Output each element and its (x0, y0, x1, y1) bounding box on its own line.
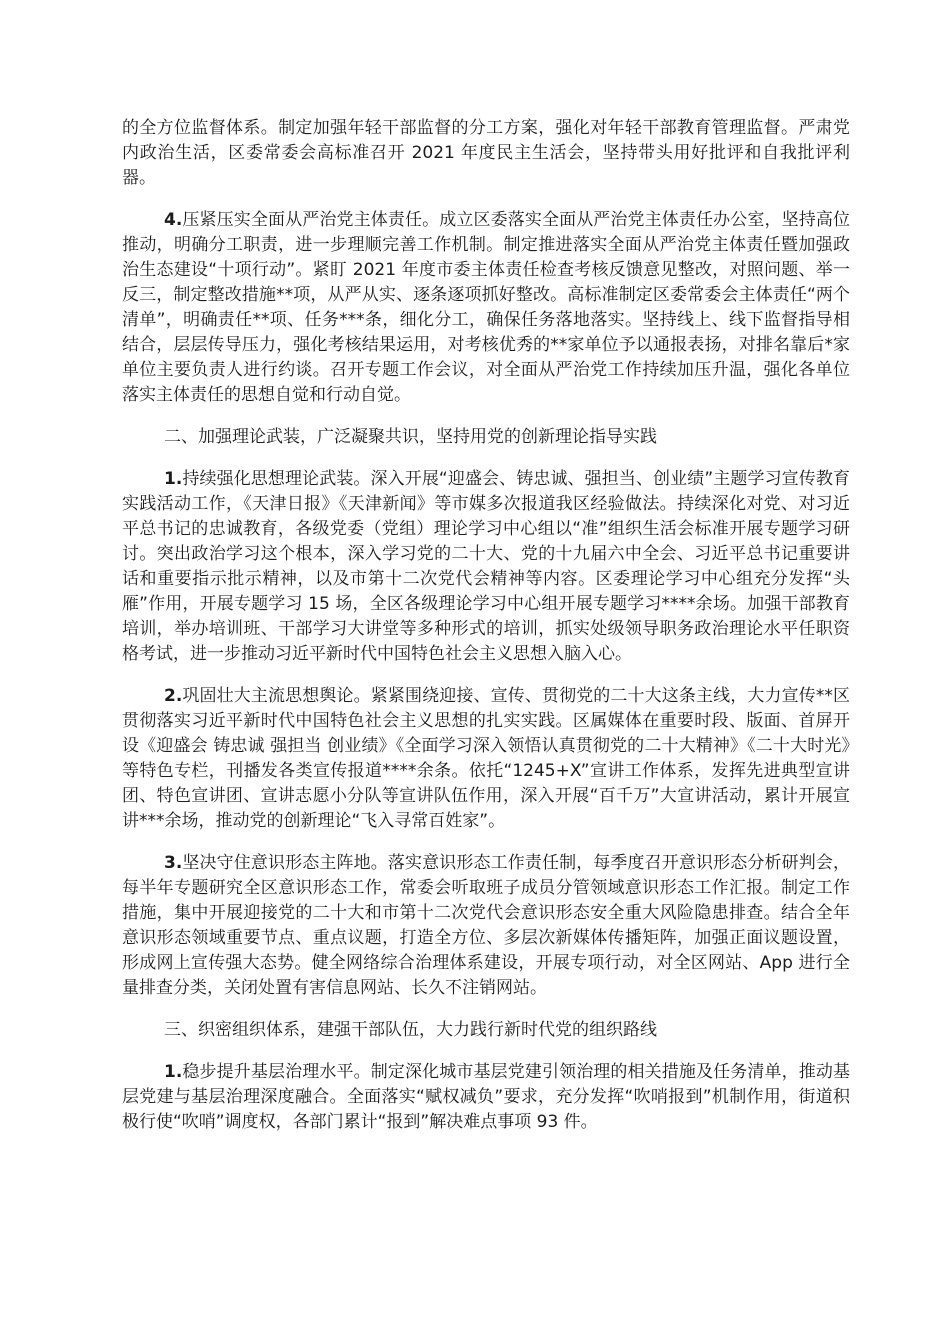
paragraph-text: 持续强化思想理论武装。深入开展“迎盛会、铸忠诚、强担当、创业绩”主题学习宣传教育实践活动工作，《天津日报》《天津新闻》等市媒多次报道我区经验做法。持续深化对党、对习近平总书记的忠诚教育，各级党委（党组）理论学习中心组以“准”组织生活会标准开展专题学习研讨。突出政治学习这个根本，深入学习党的二十大、党的十九届六中全会、习近平总书记重要讲话和重要指示批示精神，以及市第十二次党代会精神等内容。区委理论学习中心组充分发挥“头雁”作用，开展专题学习 15 场，全区各级理论学习中心组开展专题学习****余场。加强干部教育培训，举办培训班、干部学习大讲堂等多种形式的培训，抓实处级领导职务政治理论水平任职资格考试，进一步推动习近平新时代中国特色社会主义思想入脑入心。 (122, 469, 850, 664)
paragraph-text: 巩固壮大主流思想舆论。紧紧围绕迎接、宣传、贯彻党的二十大这条主线，大力宣传**区贯彻落实习近平新时代中国特色社会主义思想的扎实实践。区属媒体在重要时段、版面、首屏开设《迎盛会 铸忠诚 强担当 创业绩》《全面学习深入领悟认真贯彻党的二十大精神》《二十大时光》等特色专栏，刊播发各类宣传报道****余条。依托“1245+X”宣讲工作体系，发挥先进典型宣讲团、特色宣讲团、宣讲志愿小分队等宣讲队伍作用，深入开展“百千万”大宣讲活动，累计开展宣讲***余场，推动党的创新理论“飞入寻常百姓家”。 (122, 686, 850, 831)
item-number: 2. (164, 686, 183, 706)
item-number: 1. (164, 1062, 183, 1082)
paragraph-item-2-3 (122, 851, 850, 1001)
paragraph-text: 的全方位监督体系。制定加强年轻干部监督的分工方案，强化对年轻干部教育管理监督。严肃党内政治生活，区委常委会高标准召开 2021 年度民主生活会，坚持带头用好批评和自我批评利器。 (122, 118, 850, 188)
paragraph-item-4 (122, 208, 850, 408)
section-heading-2 (122, 425, 850, 450)
heading-text: 二、加强理论武装，广泛凝聚共识，坚持用党的创新理论指导实践 (164, 427, 657, 447)
paragraph-text: 压紧压实全面从严治党主体责任。成立区委落实全面从严治党主体责任办公室，坚持高位推动，明确分工职责，进一步理顺完善工作机制。制定推进落实全面从严治党主体责任暨加强政治生态建设“十项行动”。紧盯 2021 年度市委主体责任检查考核反馈意见整改，对照问题、举一反三，制定整改措施**项，从严从实、逐条逐项抓好整改。高标准制定区委常委会主体责任“两个清单”，明确责任**项、任务***条，细化分工，确保任务落地落实。坚持线上、线下监督指导相结合，层层传导压力，强化考核结果运用，对考核优秀的**家单位予以通报表扬，对排名靠后*家单位主要负责人进行约谈。召开专题工作会议，对全面从严治党工作持续加压升温，强化各单位落实主体责任的思想自觉和行动自觉。 (122, 210, 850, 405)
paragraph-item-2-1 (122, 467, 850, 667)
item-number: 4. (164, 210, 183, 230)
item-number: 3. (164, 853, 183, 873)
paragraph-continuation (122, 116, 850, 191)
paragraph-text: 坚决守住意识形态主阵地。落实意识形态工作责任制，每季度召开意识形态分析研判会，每半年专题研究全区意识形态工作，常委会听取班子成员分管领域意识形态工作汇报。制定工作措施，集中开展迎接党的二十大和市第十二次党代会意识形态安全重大风险隐患排查。结合全年意识形态领域重要节点、重点议题，打造全方位、多层次新媒体传播矩阵，加强正面议题设置，形成网上宣传强大态势。健全网络综合治理体系建设，开展专项行动，对全区网站、App 进行全量排查分类，关闭处置有害信息网站、长久不注销网站。 (122, 853, 850, 998)
section-heading-3 (122, 1018, 850, 1043)
document-page (122, 116, 850, 1152)
item-number: 1. (164, 469, 183, 489)
heading-text: 三、织密组织体系，建强干部队伍，大力践行新时代党的组织路线 (164, 1020, 657, 1040)
paragraph-item-2-2 (122, 684, 850, 834)
paragraph-text: 稳步提升基层治理水平。制定深化城市基层党建引领治理的相关措施及任务清单，推动基层党建与基层治理深度融合。全面落实“赋权减负”要求，充分发挥“吹哨报到”机制作用，街道积极行使“吹哨”调度权，各部门累计“报到”解决难点事项 93 件。 (122, 1062, 850, 1132)
paragraph-item-3-1 (122, 1060, 850, 1135)
